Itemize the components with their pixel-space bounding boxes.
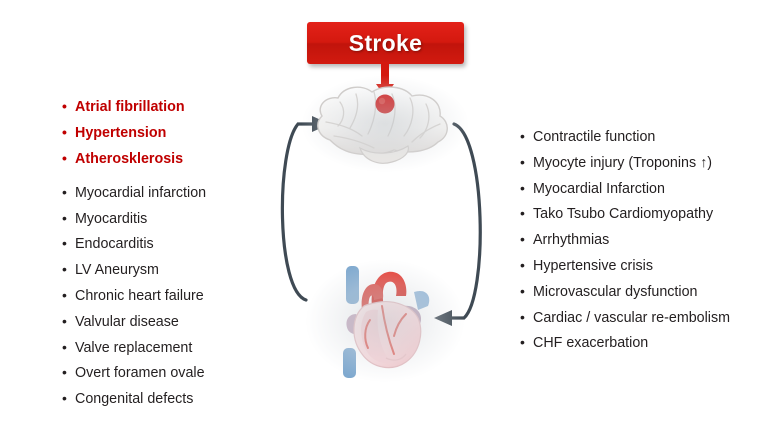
list-item: • Valvular disease [62, 315, 272, 329]
list-item: • Myocardial Infarction [520, 182, 752, 196]
left-risk-factor-list [62, 100, 272, 418]
list-item: • Atrial fibrillation [62, 100, 272, 114]
list-item: • Atherosklerosis [62, 152, 272, 166]
page-title: Stroke [348, 29, 423, 56]
list-item: • Cardiac / vascular re-embolism [520, 311, 752, 325]
list-item: • Overt foramen ovale [62, 366, 272, 380]
list-item: • Arrhythmias [520, 233, 752, 247]
list-item: • Chronic heart failure [62, 289, 272, 303]
list-item: • Hypertensive crisis [520, 259, 752, 273]
stroke-title-banner [307, 22, 464, 64]
list-item: • Hypertension [62, 126, 272, 140]
list-item: • Microvascular dysfunction [520, 285, 752, 299]
right-consequence-list [520, 130, 752, 362]
list-item: • Myocarditis [62, 212, 272, 226]
list-item: • Congenital defects [62, 392, 272, 406]
list-item: • Myocyte injury (Troponins ↑) [520, 156, 752, 170]
list-item: • Endocarditis [62, 237, 272, 251]
list-item: • Contractile function [520, 130, 752, 144]
list-item: • LV Aneurysm [62, 263, 272, 277]
list-item: • Myocardial infarction [62, 186, 272, 200]
list-item: • CHF exacerbation [520, 336, 752, 350]
heart-glow [306, 260, 464, 382]
list-item: • Valve replacement [62, 341, 272, 355]
brain-glow [302, 76, 468, 172]
heart-illustration [310, 262, 460, 380]
brain-illustration [300, 78, 470, 170]
list-item: • Tako Tsubo Cardiomyopathy [520, 207, 752, 221]
